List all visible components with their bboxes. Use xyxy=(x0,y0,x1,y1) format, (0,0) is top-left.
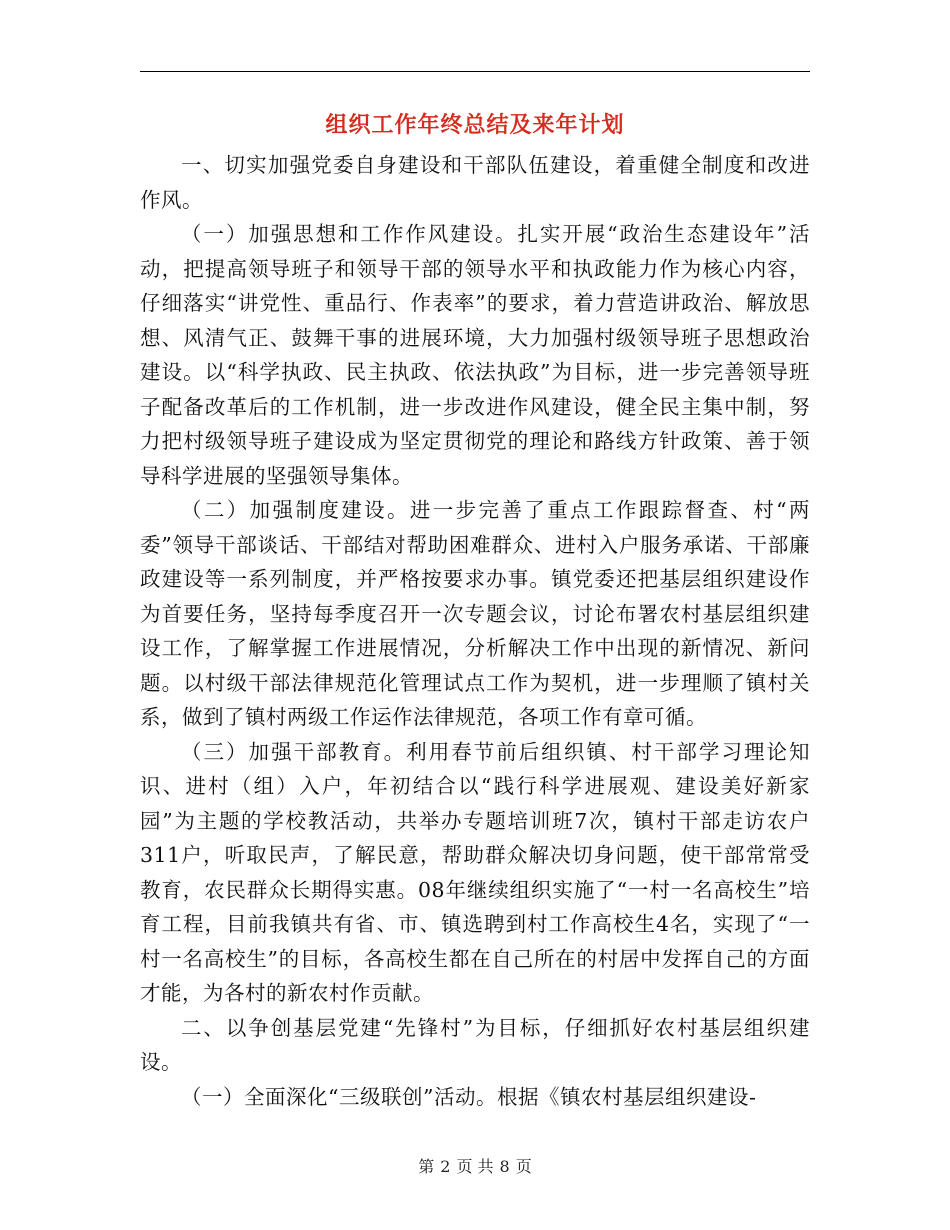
section-heading-2: 二、以争创基层党建“先锋村”为目标，仔细抓好农村基层组织建设。 xyxy=(140,1015,810,1074)
page-number-footer xyxy=(0,1154,950,1177)
paragraph-2-1: （一）全面深化“三级联创”活动。根据《镇农村基层组织建设- xyxy=(181,1084,757,1109)
paragraph-1-2: （二）加强制度建设。进一步完善了重点工作跟踪督查、村“两委”领导干部谈话、干部结对帮助困难群众、进村入户服务承诺、干部廉政建设等一系列制度，并严格按要求办事。镇党委还把基层组织建设作为首要任务，坚持每季度召开一次专题会议，讨论布署农村基层组织建设工作，了解掌握工作进展情况，分析解决工作中出现的新情况、新问题。以村级干部法律规范化管理试点工作为契机，进一步理顺了镇村关系，做到了镇村两级工作运作法律规范，各项工作有章可循。 xyxy=(140,498,810,729)
page-prefix: 第 xyxy=(418,1157,435,1176)
page-mid: 页 共 xyxy=(456,1157,494,1176)
current-page-number: 2 xyxy=(440,1157,451,1176)
document-title: 组织工作年终总结及来年计划 xyxy=(325,112,625,138)
section-heading-1: 一、切实加强党委自身建设和干部队伍建设，着重健全制度和改进作风。 xyxy=(140,153,810,212)
paragraph-1-1: （一）加强思想和工作作风建设。扎实开展“政治生态建设年”活动，把提高领导班子和领导干部的领导水平和执政能力作为核心内容，仔细落实“讲党性、重品行、作表率”的要求，着力营造讲政治、解放思想、风清气正、鼓舞干事的进展环境，大力加强村级领导班子思想政治建设。以“科学执政、民主执政、依法执政”为目标，进一步完善领导班子配备改革后的工作机制，进一步改进作风建设，健全民主集中制，努力把村级领导班子建设成为坚定贯彻党的理论和路线方针政策、善于领导科学进展的坚强领导集体。 xyxy=(140,222,810,488)
page-suffix: 页 xyxy=(515,1157,532,1176)
total-pages-number: 8 xyxy=(499,1157,510,1176)
paragraph-1-3: （三）加强干部教育。利用春节前后组织镇、村干部学习理论知识、进村（组）入户，年初结合以“践行科学进展观、建设美好新家园”为主题的学校教活动，共举办专题培训班7次，镇村干部走访农户311户，听取民声，了解民意，帮助群众解决切身问题，使干部常常受教育，农民群众长期得实惠。08年继续组织实施了“一村一名高校生”培育工程，目前我镇共有省、市、镇选聘到村工作高校生4名，实现了“一村一名高校生”的目标，各高校生都在自己所在的村居中发挥自己的方面才能，为各村的新农村作贡献。 xyxy=(140,739,810,1005)
header-rule xyxy=(140,71,810,72)
document-body xyxy=(140,148,810,1114)
